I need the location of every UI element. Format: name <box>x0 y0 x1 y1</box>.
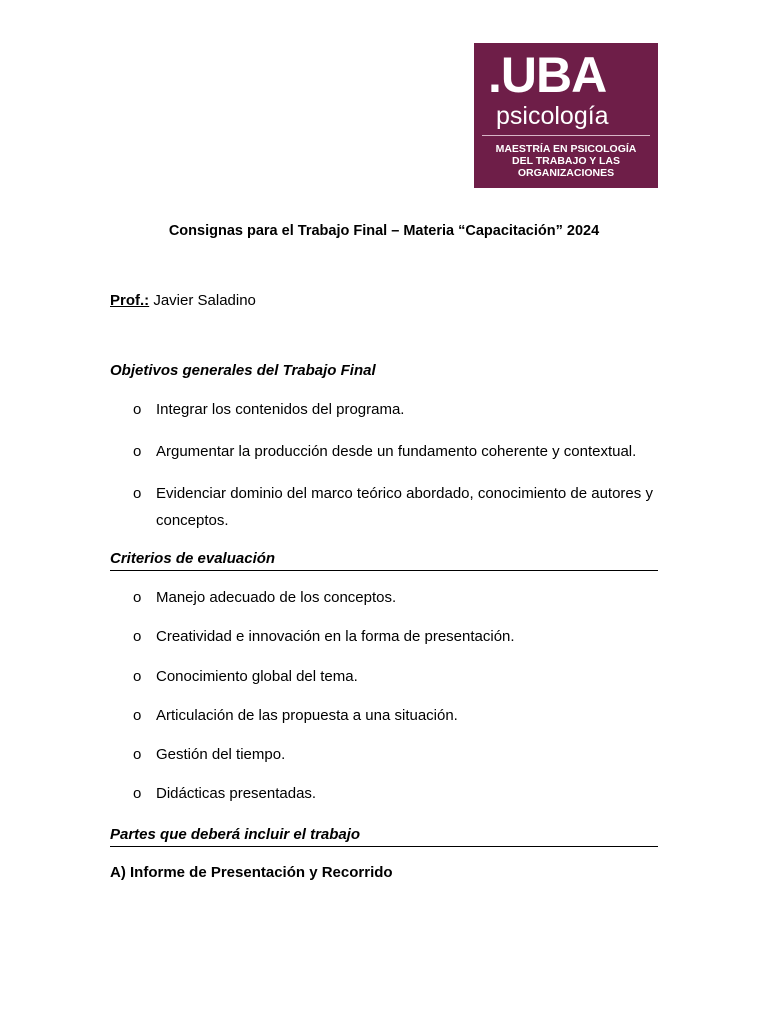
list-item <box>133 438 663 465</box>
list-item-text: Integrar los contenidos del programa. <box>156 401 405 418</box>
logo-program-line-3: ORGANIZACIONES <box>517 167 615 179</box>
professor-label: Prof.: <box>110 292 150 309</box>
logo-program-name <box>478 143 654 179</box>
list-item-text: Manejo adecuado de los conceptos. <box>156 589 397 606</box>
list-item <box>133 480 663 534</box>
logo-program-line-2: DEL TRABAJO Y LAS <box>512 155 620 167</box>
bullet-marker: o <box>133 628 142 645</box>
bullet-marker: o <box>133 485 142 502</box>
bullet-marker: o <box>133 668 142 685</box>
part-a-heading: A) Informe de Presentación y Recorrido <box>110 864 393 881</box>
list-item <box>133 623 663 650</box>
list-item-text: Didácticas presentadas. <box>156 785 317 802</box>
list-item-text: Conocimiento global del tema. <box>156 668 358 685</box>
uba-psicologia-logo <box>474 43 658 188</box>
list-item <box>133 584 663 611</box>
professor-name: Javier Saladino <box>149 292 256 309</box>
list-item <box>133 663 663 690</box>
section-heading-partes: Partes que deberá incluir el trabajo <box>110 826 658 847</box>
list-item-text: Articulación de las propuesta a una situación. <box>156 707 458 724</box>
logo-divider <box>482 135 650 136</box>
bullet-marker: o <box>133 785 142 802</box>
bullet-marker: o <box>133 746 142 763</box>
list-item-text: Argumentar la producción desde un fundamento coherente y contextual. <box>156 443 637 460</box>
list-item <box>133 396 663 423</box>
list-item-text: Creatividad e innovación en la forma de presentación. <box>156 628 515 645</box>
section-heading-criterios: Criterios de evaluación <box>110 550 658 571</box>
bullet-marker: o <box>133 443 142 460</box>
logo-program-line-1: MAESTRÍA EN PSICOLOGÍA <box>495 143 637 155</box>
list-item <box>133 741 663 768</box>
bullet-marker: o <box>133 401 142 418</box>
document-title: Consignas para el Trabajo Final – Materia “Capacitación” 2024 <box>168 223 600 239</box>
list-item-text: Evidenciar dominio del marco teórico abordado, conocimiento de autores y conceptos. <box>156 485 653 529</box>
list-item-text: Gestión del tiempo. <box>156 746 286 763</box>
list-item <box>133 780 663 807</box>
professor-line <box>110 292 256 310</box>
list-item <box>133 702 663 729</box>
logo-psicologia-text: psicología <box>496 102 609 130</box>
bullet-marker: o <box>133 707 142 724</box>
section-heading-objetivos: Objetivos generales del Trabajo Final <box>110 362 376 379</box>
logo-uba-text: .UBA <box>488 47 607 103</box>
bullet-marker: o <box>133 589 142 606</box>
